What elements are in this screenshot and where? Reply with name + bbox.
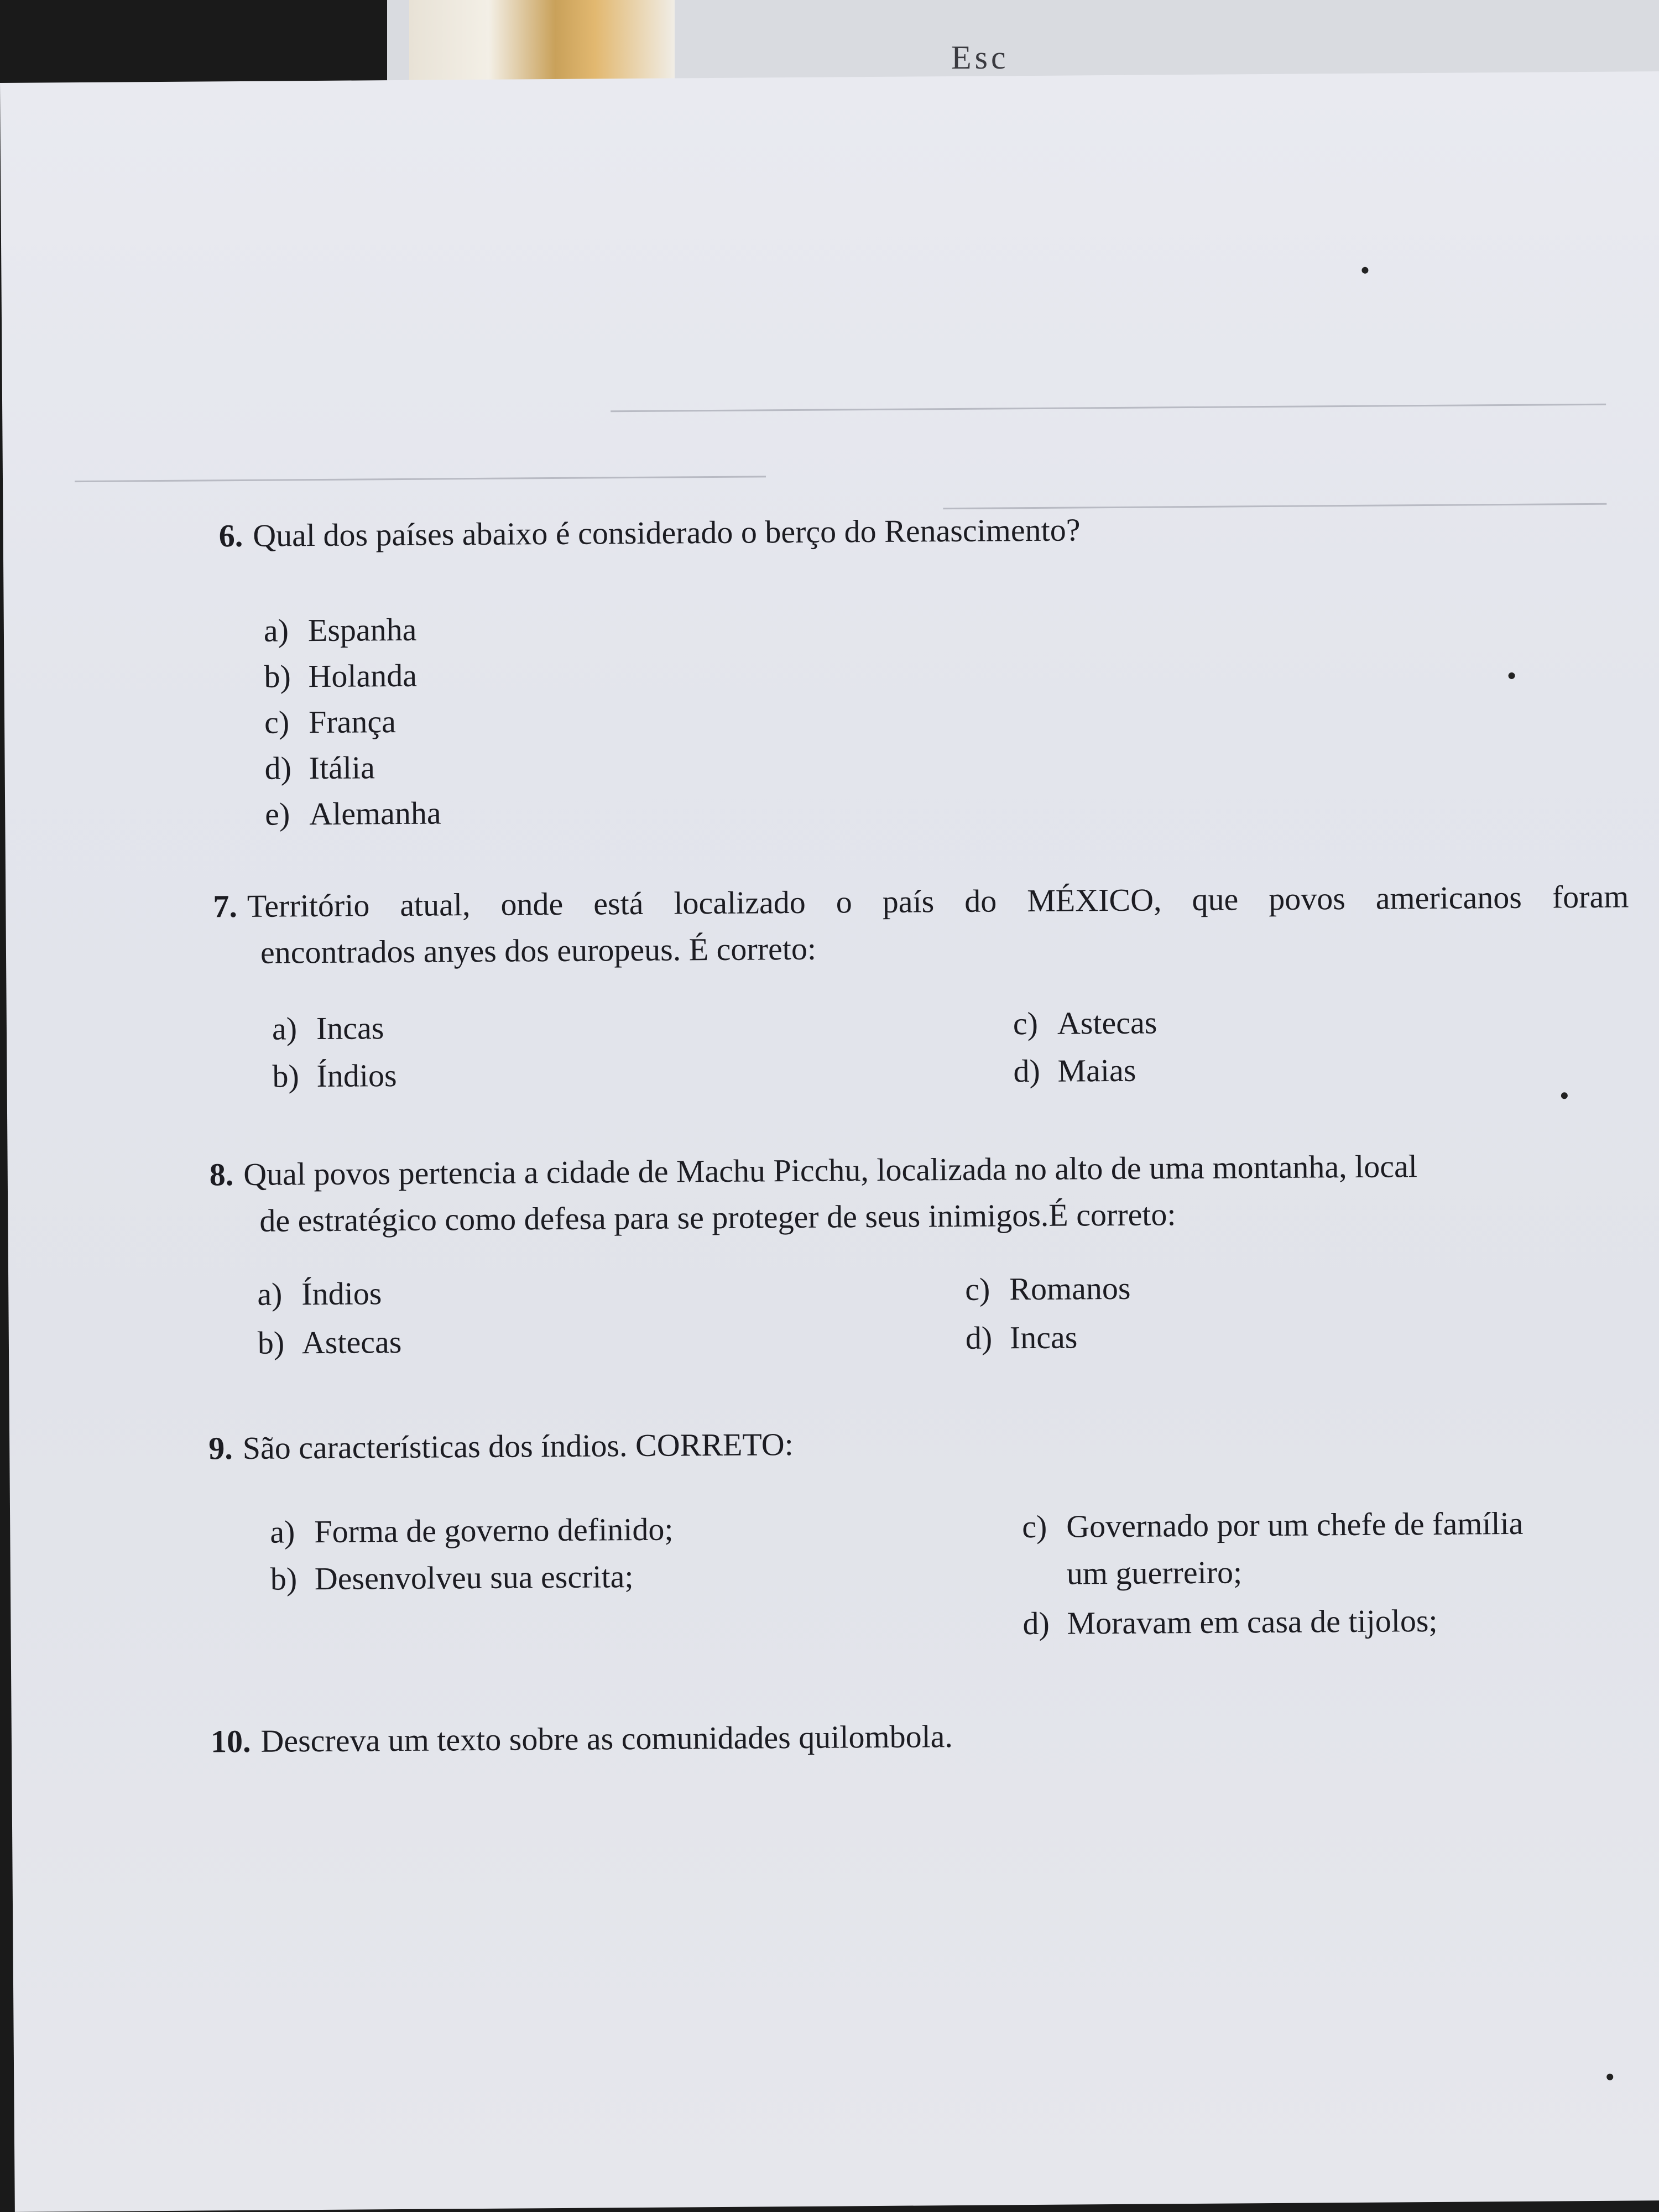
option-9c-cont: um guerreiro; [1066, 1554, 1243, 1592]
option-7b: b) Índios [272, 1057, 397, 1094]
question-6 [218, 507, 1080, 559]
option-6b: b) Holanda [264, 657, 418, 695]
option-6a: a) Espanha [263, 611, 417, 649]
option-7d: d) Maias [1013, 1052, 1136, 1089]
question-number: 10. [210, 1723, 251, 1760]
option-7c: c) Astecas [1013, 1004, 1157, 1042]
speck [1361, 267, 1368, 274]
binder-edge [409, 0, 675, 83]
question-10 [211, 1713, 953, 1765]
question-text: Descreva um texto sobre as comunidades quilombola. [260, 1718, 953, 1759]
speck [1561, 1092, 1568, 1099]
speck [1606, 2074, 1613, 2080]
option-9c: c) Governado por um chefe de família [1022, 1505, 1524, 1545]
question-7 [213, 873, 1629, 976]
question-text: São características dos índios. CORRETO: [242, 1426, 794, 1466]
bleed-line [75, 476, 766, 482]
bleed-line [611, 404, 1606, 413]
option-6d: d) Itália [264, 749, 375, 786]
question-9 [208, 1421, 794, 1472]
question-text: Qual povos pertencia a cidade de Machu Picchu, localizada no alto de uma montanha, local [243, 1148, 1418, 1192]
underlying-paper-text: Esc [951, 39, 1009, 76]
option-8c: c) Romanos [965, 1270, 1131, 1307]
option-9d: d) Moravam em casa de tijolos; [1022, 1602, 1438, 1642]
option-7a: a) Incas [272, 1010, 384, 1047]
option-9b: b) Desenvolveu sua escrita; [270, 1558, 634, 1597]
question-number: 9. [208, 1430, 233, 1467]
question-number: 8. [209, 1156, 234, 1193]
option-8a: a) Índios [257, 1275, 382, 1312]
option-9a: a) Forma de governo definido; [270, 1511, 674, 1550]
option-6c: c) França [264, 703, 397, 740]
option-8d: d) Incas [965, 1319, 1078, 1356]
question-number: 6. [218, 517, 243, 554]
question-text: Qual dos países abaixo é considerado o berço do Renascimento? [252, 512, 1081, 554]
question-8 [209, 1141, 1647, 1244]
exam-sheet [0, 71, 1659, 2212]
option-6e: e) Alemanha [265, 795, 441, 832]
option-8b: b) Astecas [257, 1323, 402, 1361]
question-text: Território atual, onde está localizado o país do MÉXICO, que povos americanos foram [247, 878, 1629, 924]
question-text-cont: de estratégico como defesa para se proteger de seus inimigos.É correto: [259, 1196, 1176, 1239]
question-text-cont: encontrados anyes dos europeus. É correto: [260, 930, 817, 971]
speck [1509, 672, 1515, 679]
question-number: 7. [213, 888, 238, 925]
